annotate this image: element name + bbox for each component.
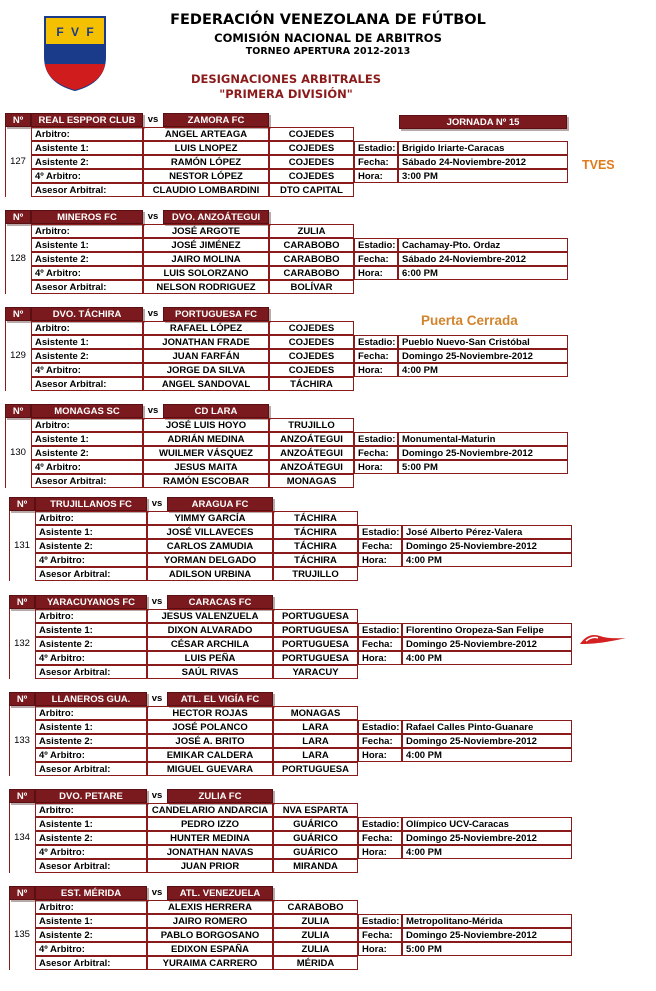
- hora-value: 5:00 PM: [402, 942, 572, 956]
- asistente2-name: HUNTER MEDINA: [147, 831, 273, 845]
- asistente2-name: CÉSAR ARCHILA: [147, 637, 273, 651]
- cuarto-name: YORMAN DELGADO: [147, 553, 273, 567]
- asesor-state: YARACUY: [273, 665, 358, 679]
- asistente1-label: Asistente 1:: [31, 335, 143, 349]
- asesor-label: Asesor Arbitral:: [35, 567, 147, 581]
- arbitro-name: ALEXIS HERRERA: [147, 900, 273, 914]
- asistente2-name: JOSÉ A. BRITO: [147, 734, 273, 748]
- match-number: 135: [14, 929, 30, 940]
- hora-value: 4:00 PM: [398, 363, 568, 377]
- match-block: [0, 113, 656, 205]
- asesor-label: Asesor Arbitral:: [31, 377, 143, 391]
- match-block: [0, 210, 656, 302]
- vs-label: vs: [151, 790, 163, 801]
- asistente1-label: Asistente 1:: [35, 817, 147, 831]
- cuarto-label: 4º Arbitro:: [35, 651, 147, 665]
- fecha-value: Domingo 25-Noviembre-2012: [398, 349, 568, 363]
- asesor-name: RAMÓN ESCOBAR: [143, 474, 269, 488]
- estadio-label: Estadio:: [354, 238, 398, 252]
- asistente2-state: ZULIA: [273, 928, 358, 942]
- match-number: 133: [14, 735, 30, 746]
- estadio-value: Pueblo Nuevo-San Cristóbal: [398, 335, 568, 349]
- match-block: [0, 404, 656, 496]
- cuarto-state: LARA: [273, 748, 358, 762]
- asesor-state: MÉRIDA: [273, 956, 358, 970]
- hora-label: Hora:: [354, 169, 398, 183]
- estadio-value: José Alberto Pérez-Valera: [402, 525, 572, 539]
- home-team: LLANEROS GUA.: [35, 692, 147, 706]
- cuarto-name: JORGE DA SILVA: [143, 363, 269, 377]
- home-team: DVO. TÁCHIRA: [31, 307, 143, 321]
- logo-letter: F: [86, 25, 94, 39]
- asesor-label: Asesor Arbitral:: [31, 183, 143, 197]
- asistente1-name: PEDRO IZZO: [147, 817, 273, 831]
- tournament-title: TORNEO APERTURA 2012-2013: [245, 46, 411, 57]
- estadio-label: Estadio:: [358, 623, 402, 637]
- asistente1-state: ANZOÁTEGUI: [269, 432, 354, 446]
- asesor-state: BOLÍVAR: [269, 280, 354, 294]
- fecha-label: Fecha:: [358, 928, 402, 942]
- arbitro-name: CANDELARIO ANDARCIA: [147, 803, 273, 817]
- fecha-value: Domingo 25-Noviembre-2012: [402, 539, 572, 553]
- number-header: Nº: [5, 404, 31, 418]
- arbitro-state: COJEDES: [269, 127, 354, 141]
- number-header: Nº: [5, 113, 31, 127]
- cuarto-label: 4º Arbitro:: [35, 748, 147, 762]
- cuarto-label: 4º Arbitro:: [35, 942, 147, 956]
- arbitro-label: Arbitro:: [31, 418, 143, 432]
- match-number: 129: [10, 350, 26, 361]
- asistente1-name: JOSÉ POLANCO: [147, 720, 273, 734]
- asistente2-label: Asistente 2:: [35, 734, 147, 748]
- asistente1-label: Asistente 1:: [31, 238, 143, 252]
- fecha-value: Sábado 24-Noviembre-2012: [398, 155, 568, 169]
- estadio-value: Metropolitano-Mérida: [402, 914, 572, 928]
- division-title: "PRIMERA DIVISIÓN": [219, 87, 353, 101]
- asistente2-name: PABLO BORGOSANO: [147, 928, 273, 942]
- away-team: ATL. EL VIGÍA FC: [167, 692, 273, 706]
- hora-value: 4:00 PM: [402, 845, 572, 859]
- vs-label: vs: [151, 887, 163, 898]
- cuarto-name: LUIS SOLORZANO: [143, 266, 269, 280]
- vs-label: vs: [147, 308, 159, 319]
- tves-note: TVES: [582, 158, 615, 172]
- fecha-label: Fecha:: [358, 637, 402, 651]
- asistente2-label: Asistente 2:: [31, 349, 143, 363]
- asistente1-state: LARA: [273, 720, 358, 734]
- estadio-value: Cachamay-Pto. Ordaz: [398, 238, 568, 252]
- hora-value: 4:00 PM: [402, 553, 572, 567]
- arbitro-state: TRUJILLO: [269, 418, 354, 432]
- vs-label: vs: [147, 114, 159, 125]
- hora-label: Hora:: [354, 266, 398, 280]
- asistente1-label: Asistente 1:: [31, 432, 143, 446]
- match-block: [0, 886, 656, 978]
- estadio-label: Estadio:: [354, 432, 398, 446]
- asistente2-name: JUAN FARFÁN: [143, 349, 269, 363]
- cuarto-name: JONATHAN NAVAS: [147, 845, 273, 859]
- asistente1-name: JONATHAN FRADE: [143, 335, 269, 349]
- arbitro-name: YIMMY GARCÍA: [147, 511, 273, 525]
- away-team: CD LARA: [163, 404, 269, 418]
- asistente2-state: GUÁRICO: [273, 831, 358, 845]
- vs-label: vs: [151, 693, 163, 704]
- asesor-label: Asesor Arbitral:: [35, 762, 147, 776]
- fecha-value: Sábado 24-Noviembre-2012: [398, 252, 568, 266]
- asistente2-label: Asistente 2:: [35, 637, 147, 651]
- fecha-label: Fecha:: [354, 349, 398, 363]
- jornada-label: JORNADA Nº 15: [399, 115, 567, 129]
- hora-label: Hora:: [354, 363, 398, 377]
- home-team: MINEROS FC: [31, 210, 143, 224]
- match-block: [0, 595, 656, 687]
- asistente1-name: DIXON ALVARADO: [147, 623, 273, 637]
- cuarto-name: NESTOR LÓPEZ: [143, 169, 269, 183]
- cuarto-name: EMIKAR CALDERA: [147, 748, 273, 762]
- fecha-label: Fecha:: [354, 155, 398, 169]
- cuarto-state: COJEDES: [269, 169, 354, 183]
- match-block: [0, 307, 656, 399]
- asesor-state: PORTUGUESA: [273, 762, 358, 776]
- asistente1-state: ZULIA: [273, 914, 358, 928]
- away-team: ARAGUA FC: [167, 497, 273, 511]
- asistente2-label: Asistente 2:: [31, 252, 143, 266]
- estadio-value: Rafael Calles Pinto-Guanare: [402, 720, 572, 734]
- asistente2-label: Asistente 2:: [35, 539, 147, 553]
- cuarto-name: EDIXON ESPAÑA: [147, 942, 273, 956]
- estadio-label: Estadio:: [354, 141, 398, 155]
- arbitro-label: Arbitro:: [31, 224, 143, 238]
- arbitro-name: ANGEL ARTEAGA: [143, 127, 269, 141]
- fecha-value: Domingo 25-Noviembre-2012: [402, 928, 572, 942]
- asesor-state: TÁCHIRA: [269, 377, 354, 391]
- away-team: ZULIA FC: [167, 789, 273, 803]
- cuarto-name: LUIS PEÑA: [147, 651, 273, 665]
- number-header: Nº: [9, 789, 35, 803]
- hora-label: Hora:: [358, 651, 402, 665]
- match-number: 131: [14, 540, 30, 551]
- fecha-label: Fecha:: [354, 446, 398, 460]
- arbitro-name: JESUS VALENZUELA: [147, 609, 273, 623]
- hora-label: Hora:: [358, 748, 402, 762]
- puerta-cerrada-note: Puerta Cerrada: [421, 313, 518, 328]
- away-team: ATL. VENEZUELA: [167, 886, 273, 900]
- match-number: 132: [14, 638, 30, 649]
- asistente1-name: LUIS LNOPEZ: [143, 141, 269, 155]
- fecha-value: Domingo 25-Noviembre-2012: [402, 831, 572, 845]
- home-team: EST. MÉRIDA: [35, 886, 147, 900]
- estadio-value: Florentino Oropeza-San Felipe: [402, 623, 572, 637]
- commission-title: COMISIÓN NACIONAL DE ARBITROS: [214, 31, 442, 45]
- cuarto-state: CARABOBO: [269, 266, 354, 280]
- number-header: Nº: [9, 692, 35, 706]
- arbitro-name: JOSÉ LUIS HOYO: [143, 418, 269, 432]
- cuarto-state: PORTUGUESA: [273, 651, 358, 665]
- asistente1-state: TÁCHIRA: [273, 525, 358, 539]
- number-header: Nº: [9, 497, 35, 511]
- asistente2-state: LARA: [273, 734, 358, 748]
- logo-letter: V: [70, 25, 80, 39]
- estadio-value: Monumental-Maturin: [398, 432, 568, 446]
- asesor-name: MIGUEL GUEVARA: [147, 762, 273, 776]
- cuarto-label: 4º Arbitro:: [31, 169, 143, 183]
- arbitro-state: COJEDES: [269, 321, 354, 335]
- number-header: Nº: [9, 886, 35, 900]
- arbitro-label: Arbitro:: [35, 511, 147, 525]
- asesor-name: ADILSON URBINA: [147, 567, 273, 581]
- arbitro-state: PORTUGUESA: [273, 609, 358, 623]
- asistente2-state: TÁCHIRA: [273, 539, 358, 553]
- cuarto-label: 4º Arbitro:: [35, 553, 147, 567]
- home-team: DVO. PETARE: [35, 789, 147, 803]
- arbitro-name: HECTOR ROJAS: [147, 706, 273, 720]
- estadio-value: Olímpico UCV-Caracas: [402, 817, 572, 831]
- away-team: PORTUGUESA FC: [163, 307, 269, 321]
- document-header: [0, 0, 656, 110]
- hora-label: Hora:: [358, 845, 402, 859]
- asesor-label: Asesor Arbitral:: [35, 859, 147, 873]
- match-number: 127: [10, 156, 26, 167]
- asesor-label: Asesor Arbitral:: [31, 474, 143, 488]
- asistente2-name: JAIRO MOLINA: [143, 252, 269, 266]
- asistente2-state: PORTUGUESA: [273, 637, 358, 651]
- arbitro-label: Arbitro:: [35, 803, 147, 817]
- asesor-label: Asesor Arbitral:: [31, 280, 143, 294]
- asesor-name: SAÚL RIVAS: [147, 665, 273, 679]
- arbitro-state: ZULIA: [269, 224, 354, 238]
- asistente2-name: WUILMER VÁSQUEZ: [143, 446, 269, 460]
- asistente2-label: Asistente 2:: [35, 831, 147, 845]
- asistente1-label: Asistente 1:: [31, 141, 143, 155]
- asistente2-name: CARLOS ZAMUDIA: [147, 539, 273, 553]
- number-header: Nº: [5, 210, 31, 224]
- fecha-value: Domingo 25-Noviembre-2012: [402, 734, 572, 748]
- vs-label: vs: [147, 211, 159, 222]
- cuarto-label: 4º Arbitro:: [31, 266, 143, 280]
- match-block: [0, 692, 656, 784]
- cuarto-state: ZULIA: [273, 942, 358, 956]
- fecha-value: Domingo 25-Noviembre-2012: [398, 446, 568, 460]
- designations-title: DESIGNACIONES ARBITRALES: [190, 72, 382, 86]
- arbitro-name: RAFAEL LÓPEZ: [143, 321, 269, 335]
- asistente1-name: JOSÉ VILLAVECES: [147, 525, 273, 539]
- asistente1-state: GUÁRICO: [273, 817, 358, 831]
- asistente1-label: Asistente 1:: [35, 525, 147, 539]
- arbitro-state: CARABOBO: [273, 900, 358, 914]
- asesor-state: MIRANDA: [273, 859, 358, 873]
- asistente2-label: Asistente 2:: [35, 928, 147, 942]
- asesor-name: YURAIMA CARRERO: [147, 956, 273, 970]
- home-team: YARACUYANOS FC: [35, 595, 147, 609]
- hora-value: 5:00 PM: [398, 460, 568, 474]
- asistente2-label: Asistente 2:: [31, 155, 143, 169]
- cuarto-state: TÁCHIRA: [273, 553, 358, 567]
- federation-title: FEDERACIÓN VENEZOLANA DE FÚTBOL: [170, 12, 486, 28]
- home-team: MONAGAS SC: [31, 404, 143, 418]
- estadio-label: Estadio:: [358, 720, 402, 734]
- arbitro-state: TÁCHIRA: [273, 511, 358, 525]
- match-number: 134: [14, 832, 30, 843]
- estadio-label: Estadio:: [358, 817, 402, 831]
- asesor-state: MONAGAS: [269, 474, 354, 488]
- asistente2-state: COJEDES: [269, 349, 354, 363]
- hora-label: Hora:: [358, 942, 402, 956]
- match-number: 130: [10, 447, 26, 458]
- number-header: Nº: [9, 595, 35, 609]
- arbitro-state: NVA ESPARTA: [273, 803, 358, 817]
- cuarto-state: ANZOÁTEGUI: [269, 460, 354, 474]
- match-block: [0, 789, 656, 881]
- asistente2-state: ANZOÁTEGUI: [269, 446, 354, 460]
- asesor-name: NELSON RODRIGUEZ: [143, 280, 269, 294]
- asistente1-label: Asistente 1:: [35, 623, 147, 637]
- fecha-value: Domingo 25-Noviembre-2012: [402, 637, 572, 651]
- away-team: CARACAS FC: [167, 595, 273, 609]
- logo-letter: F: [56, 25, 64, 39]
- asesor-name: ANGEL SANDOVAL: [143, 377, 269, 391]
- asistente2-name: RAMÓN LÓPEZ: [143, 155, 269, 169]
- arbitro-label: Arbitro:: [35, 900, 147, 914]
- asistente2-state: CARABOBO: [269, 252, 354, 266]
- asesor-state: DTO CAPITAL: [269, 183, 354, 197]
- estadio-value: Brigido Iriarte-Caracas: [398, 141, 568, 155]
- cuarto-state: GUÁRICO: [273, 845, 358, 859]
- asistente1-name: ADRIÁN MEDINA: [143, 432, 269, 446]
- vs-label: vs: [151, 596, 163, 607]
- arbitro-name: JOSÉ ARGOTE: [143, 224, 269, 238]
- asistente1-state: COJEDES: [269, 335, 354, 349]
- fecha-label: Fecha:: [358, 831, 402, 845]
- asistente2-state: COJEDES: [269, 155, 354, 169]
- hora-value: 6:00 PM: [398, 266, 568, 280]
- asistente2-label: Asistente 2:: [31, 446, 143, 460]
- fecha-label: Fecha:: [354, 252, 398, 266]
- vs-label: vs: [151, 498, 163, 509]
- estadio-label: Estadio:: [358, 525, 402, 539]
- asistente1-state: COJEDES: [269, 141, 354, 155]
- asistente1-name: JAIRO ROMERO: [147, 914, 273, 928]
- asesor-name: JUAN PRIOR: [147, 859, 273, 873]
- fecha-label: Fecha:: [358, 539, 402, 553]
- estadio-label: Estadio:: [358, 914, 402, 928]
- asesor-label: Asesor Arbitral:: [35, 956, 147, 970]
- cuarto-label: 4º Arbitro:: [31, 363, 143, 377]
- cuarto-label: 4º Arbitro:: [35, 845, 147, 859]
- asistente1-label: Asistente 1:: [35, 914, 147, 928]
- estadio-label: Estadio:: [354, 335, 398, 349]
- cuarto-name: JESUS MAITA: [143, 460, 269, 474]
- away-team: DVO. ANZOÁTEGUI: [163, 210, 269, 224]
- hora-value: 3:00 PM: [398, 169, 568, 183]
- arbitro-state: MONAGAS: [273, 706, 358, 720]
- hora-label: Hora:: [358, 553, 402, 567]
- vs-label: vs: [147, 405, 159, 416]
- cuarto-label: 4º Arbitro:: [31, 460, 143, 474]
- hora-value: 4:00 PM: [402, 748, 572, 762]
- match-number: 128: [10, 253, 26, 264]
- arbitro-label: Arbitro:: [31, 321, 143, 335]
- cuarto-state: COJEDES: [269, 363, 354, 377]
- asistente1-label: Asistente 1:: [35, 720, 147, 734]
- away-team: ZAMORA FC: [163, 113, 269, 127]
- asesor-name: CLAUDIO LOMBARDINI: [143, 183, 269, 197]
- home-team: REAL ESPPOR CLUB: [31, 113, 143, 127]
- arbitro-label: Arbitro:: [31, 127, 143, 141]
- number-header: Nº: [5, 307, 31, 321]
- arbitro-label: Arbitro:: [35, 609, 147, 623]
- asistente1-state: CARABOBO: [269, 238, 354, 252]
- asesor-label: Asesor Arbitral:: [35, 665, 147, 679]
- arbitro-label: Arbitro:: [35, 706, 147, 720]
- fecha-label: Fecha:: [358, 734, 402, 748]
- hora-label: Hora:: [354, 460, 398, 474]
- home-team: TRUJILLANOS FC: [35, 497, 147, 511]
- asistente1-name: JOSÉ JIMÉNEZ: [143, 238, 269, 252]
- asesor-state: TRUJILLO: [273, 567, 358, 581]
- hora-value: 4:00 PM: [402, 651, 572, 665]
- asistente1-state: PORTUGUESA: [273, 623, 358, 637]
- match-block: [0, 497, 656, 589]
